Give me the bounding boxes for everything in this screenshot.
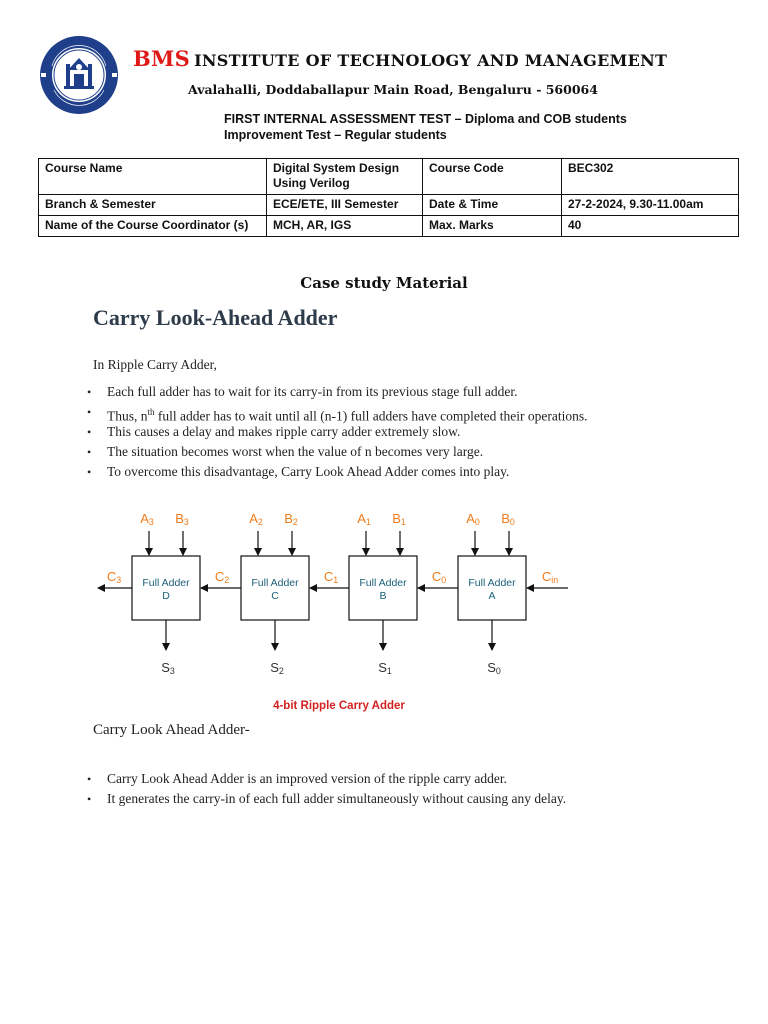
full-adder-letter: C — [271, 590, 279, 602]
carry-2-label: C2 — [214, 569, 230, 585]
superscript: th — [147, 407, 155, 417]
case-study-title: Case study Material — [300, 274, 468, 292]
lookahead-bullet-list — [85, 769, 566, 809]
full-adder-letter: B — [379, 590, 387, 602]
course-code-value: BEC302 — [562, 159, 739, 195]
course-info-table — [38, 158, 739, 237]
list-item: • This causes a delay and makes ripple carry adder extremely slow. — [85, 422, 588, 442]
course-name-label: Course Name — [39, 159, 267, 195]
date-value: 27-2-2024, 9.30-11.00am — [562, 195, 739, 216]
full-adder-label: Full Adder — [468, 577, 516, 589]
sum-3-label: S3 — [161, 660, 175, 676]
sum-2-label: S2 — [270, 660, 284, 676]
carry-0-label: C0 — [431, 569, 447, 585]
coordinator-label: Name of the Course Coordinator (s) — [39, 216, 267, 237]
institute-name — [133, 46, 667, 71]
sum-0-label: S0 — [487, 660, 501, 676]
sum-1-label: S1 — [378, 660, 392, 676]
branch-value: ECE/ETE, III Semester — [267, 195, 423, 216]
table-row — [39, 216, 739, 237]
test-line-2: Improvement Test – Regular students — [224, 128, 447, 142]
subheading: Carry Look Ahead Adder- — [93, 722, 250, 738]
table-row — [39, 195, 739, 216]
input-b3-label: B3 — [175, 511, 189, 527]
list-item: • Carry Look Ahead Adder is an improved version of the ripple carry adder. — [85, 769, 566, 789]
input-b0-label: B0 — [501, 511, 515, 527]
institute-address: Avalahalli, Doddaballapur Main Road, Bengaluru - 560064 — [188, 82, 598, 97]
full-adder-letter: A — [488, 590, 496, 602]
section-heading: Carry Look-Ahead Adder — [93, 305, 338, 330]
full-adder-label: Full Adder — [359, 577, 407, 589]
input-a2-label: A2 — [249, 511, 263, 527]
date-label: Date & Time — [423, 195, 562, 216]
input-a1-label: A1 — [357, 511, 371, 527]
carry-in-label: Cin — [541, 569, 559, 585]
bullet-text: full adder has to wait until all (n-1) full adders have completed their operations. — [154, 408, 588, 424]
ripple-bullet-list — [85, 382, 588, 482]
marks-label: Max. Marks — [423, 216, 562, 237]
list-item: • To overcome this disadvantage, Carry Look Ahead Adder comes into play. — [85, 462, 588, 482]
input-b1-label: B1 — [392, 511, 406, 527]
input-a0-label: A0 — [466, 511, 480, 527]
full-adder-label: Full Adder — [142, 577, 190, 589]
list-item — [85, 402, 588, 422]
test-line-1: FIRST INTERNAL ASSESSMENT TEST – Diploma and COB students — [224, 112, 627, 126]
list-item: • The situation becomes worst when the value of n becomes very large. — [85, 442, 588, 462]
test-title — [224, 111, 627, 143]
bms-text: BMS — [133, 46, 191, 71]
coordinator-value: MCH, AR, IGS — [267, 216, 423, 237]
course-name-value: Digital System Design Using Verilog — [267, 159, 423, 195]
branch-label: Branch & Semester — [39, 195, 267, 216]
input-b2-label: B2 — [284, 511, 298, 527]
full-adder-letter: D — [162, 590, 170, 602]
table-row — [39, 159, 739, 195]
list-item: • It generates the carry-in of each full adder simultaneously without causing any delay. — [85, 789, 566, 809]
carry-1-label: C1 — [323, 569, 339, 585]
list-item: • Each full adder has to wait for its carry-in from its previous stage full adder. — [85, 382, 588, 402]
ripple-carry-adder-diagram — [90, 500, 580, 720]
input-a3-label: A3 — [140, 511, 154, 527]
carry-3-label: C3 — [106, 569, 122, 585]
full-adder-label: Full Adder — [251, 577, 299, 589]
institute-rest: INSTITUTE OF TECHNOLOGY AND MANAGEMENT — [194, 51, 668, 70]
bullet-text: Thus, n — [107, 408, 148, 424]
marks-value: 40 — [562, 216, 739, 237]
diagram-caption: 4-bit Ripple Carry Adder — [273, 700, 405, 712]
course-code-label: Course Code — [423, 159, 562, 195]
institute-logo — [38, 34, 120, 116]
intro-text: In Ripple Carry Adder, — [93, 357, 217, 372]
